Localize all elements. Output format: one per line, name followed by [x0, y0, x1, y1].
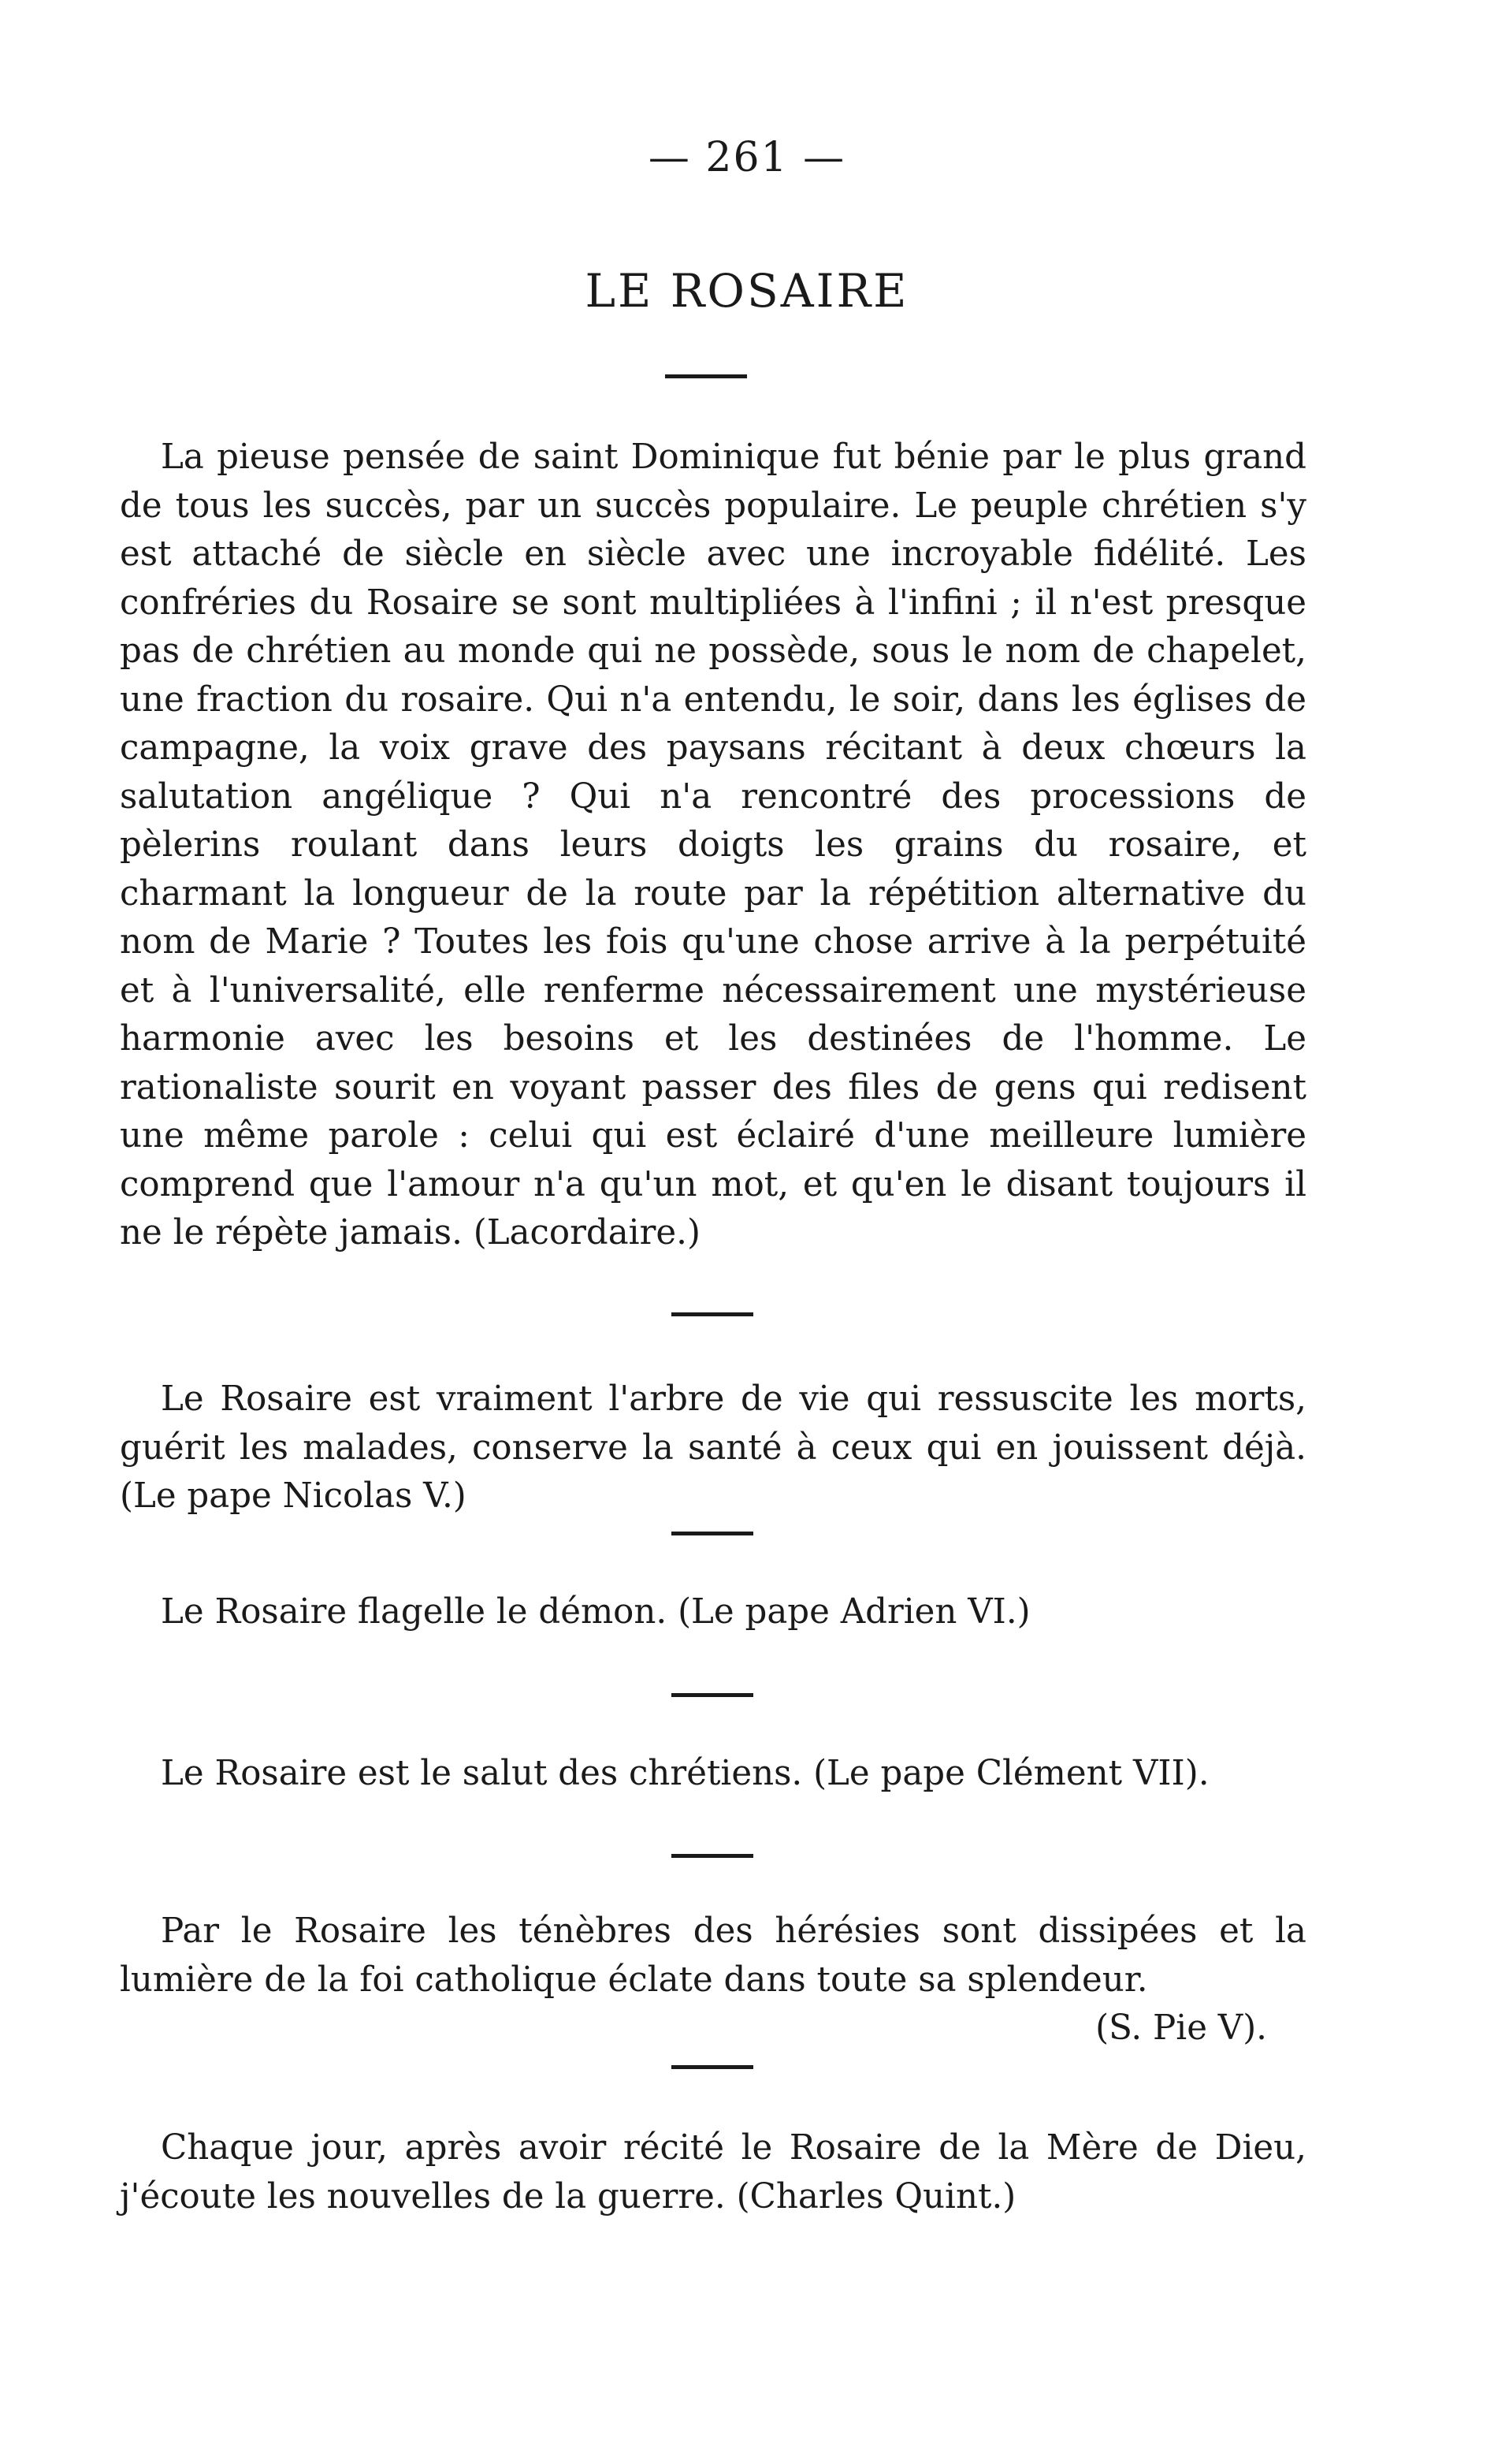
paragraph-pie-v — [120, 1908, 1306, 2053]
paragraph-nicolas-v — [120, 1375, 1306, 1521]
separator-rule — [671, 1312, 753, 1316]
paragraph-text: Par le Rosaire les ténèbres des hérésies sont dissipées et la lumière de la foi catholique éclate dans toute sa splendeur. — [120, 1911, 1306, 2000]
paragraph-attribution: (Charles Quint.) — [736, 2176, 1016, 2216]
paragraph-text: La pieuse pensée de saint Dominique fut bénie par le plus grand de tous les succès, par un succès populaire. Le peuple chrétien s'y est attaché de siècle en siècle avec une incroyable fidélité. Les confréries du Rosaire se sont multipliées à l'infini ; il n'est presque pas de chrétien au monde qui ne possède, sous le nom de chapelet, une fraction du rosaire. Qui n'a entendu, le soir, dans les églises de campagne, la voix grave des paysans récitant à deux chœurs la salutation angélique ? Qui n'a rencontré des processions de pèlerins roulant dans leurs doigts les grains du rosaire, et charmant la longueur de la route par la répétition alternative du nom de Marie ? Toutes les fois qu'une chose arrive à la perpétuité et à l'universalité, elle renferme nécessairement une mystérieuse harmonie avec les besoins et les destinées de l'homme. Le rationaliste sourit en voyant passer des files de gens qui redisent une même parole : celui qui est éclairé d'une meilleure lumière comprend que l'amour n'a qu'un mot, et qu'en le disant toujours il ne le répète jamais. — [120, 437, 1306, 1252]
paragraph-attribution: (Lacordaire.) — [473, 1213, 701, 1252]
page-title: LE ROSAIRE — [585, 264, 909, 318]
paragraph-attribution: (Le pape Nicolas V.) — [120, 1476, 466, 1516]
separator-rule — [665, 374, 747, 378]
paragraph-attribution: (Le pape Adrien VI.) — [678, 1592, 1031, 1632]
paragraph-text: Le Rosaire flagelle le démon. — [161, 1592, 667, 1632]
paragraph-charles-quint — [120, 2124, 1306, 2221]
paragraph-text: Le Rosaire est vraiment l'arbre de vie qui ressuscite les morts, guérit les malades, conserve la santé à ceux qui en jouissent déjà. — [120, 1379, 1306, 1468]
page-number: — 261 — — [648, 134, 846, 181]
paragraph-attribution: (Le pape Clément VII). — [813, 1754, 1210, 1793]
separator-rule — [671, 1532, 753, 1535]
paragraph-adrien-vi — [120, 1588, 1306, 1637]
separator-rule — [671, 1854, 753, 1858]
paragraph-text: Chaque jour, après avoir récité le Rosaire de la Mère de Dieu, j'écoute les nouvelles de la guerre. — [120, 2128, 1306, 2216]
paragraph-attribution: (S. Pie V). — [1095, 2008, 1267, 2048]
separator-rule — [671, 1693, 753, 1697]
paragraph-text: Le Rosaire est le salut des chrétiens. — [161, 1754, 803, 1793]
separator-rule — [671, 2065, 753, 2069]
paragraph-lacordaire — [120, 434, 1306, 1258]
paragraph-clement-vii — [120, 1750, 1306, 1799]
